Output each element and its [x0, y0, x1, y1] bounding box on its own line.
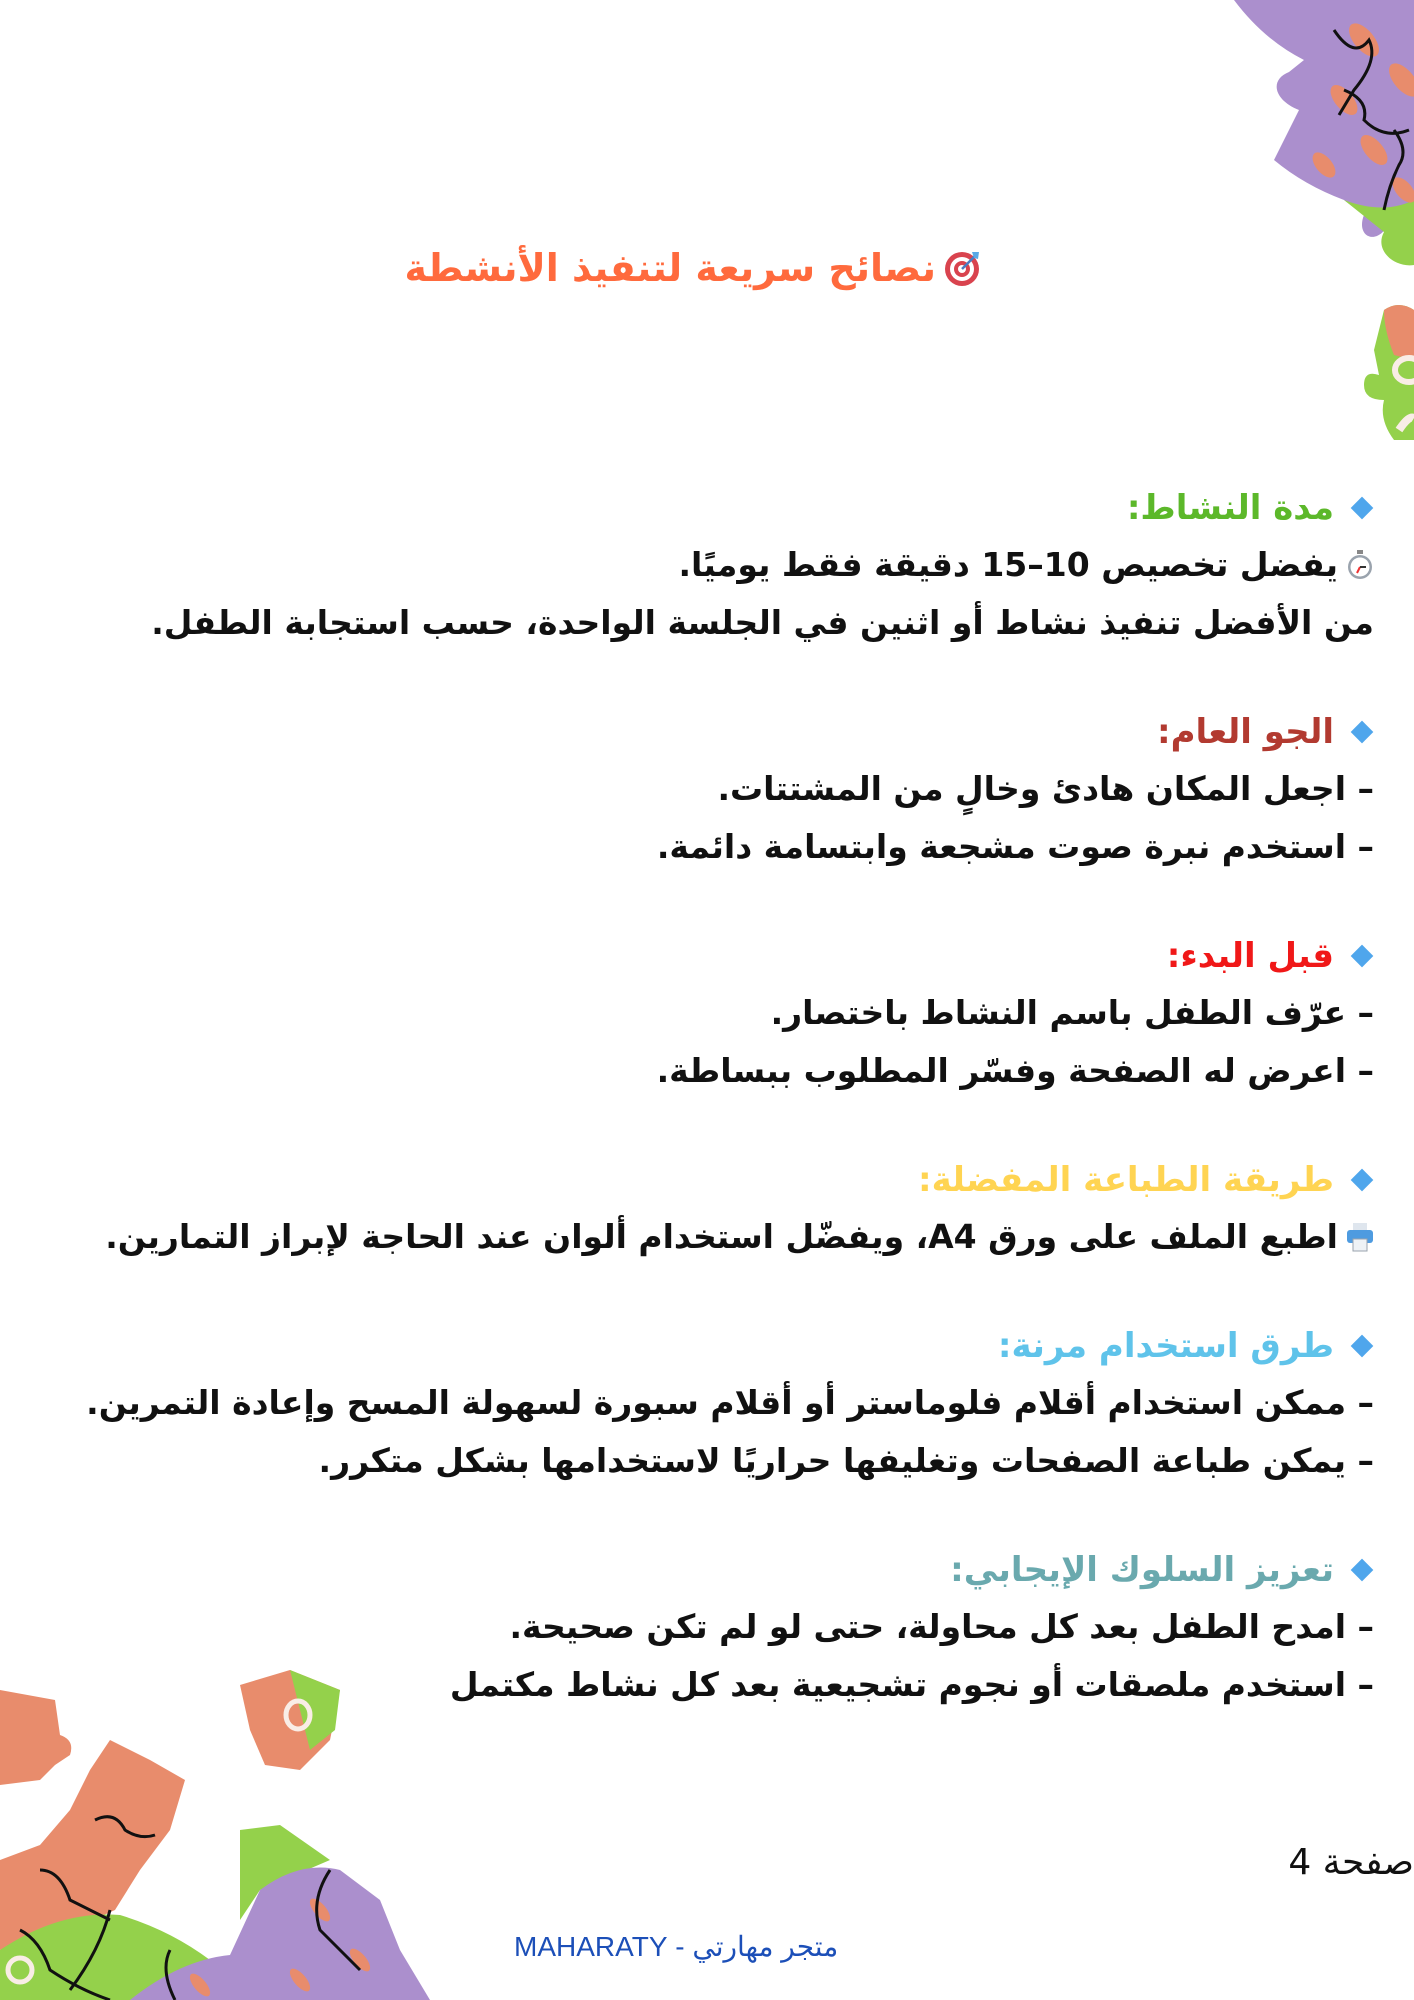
section-line — [0, 1656, 1374, 1714]
diamond-bullet-icon — [1351, 1559, 1374, 1582]
section-heading — [0, 480, 1374, 536]
line-text: – اعرض له الصفحة وفسّر المطلوب ببساطة. — [656, 1051, 1374, 1090]
line-text: – استخدم ملصقات أو نجوم تشجيعية بعد كل نشاط مكتمل — [449, 1665, 1374, 1704]
target-dart-icon — [942, 248, 982, 288]
section-positive-reinforcement — [0, 1542, 1374, 1714]
line-text: – امدح الطفل بعد كل محاولة، حتى لو لم تكن صحيحة. — [509, 1607, 1374, 1646]
section-heading-text: تعزيز السلوك الإيجابي: — [950, 1550, 1334, 1590]
diamond-bullet-icon — [1351, 1169, 1374, 1192]
puzzle-decoration-right — [1354, 300, 1414, 440]
section-line — [0, 1208, 1374, 1266]
section-heading-text: طريقة الطباعة المفضلة: — [917, 1160, 1334, 1200]
page-title — [404, 246, 982, 290]
page-number: صفحة 4 — [1288, 1842, 1414, 1883]
section-before-starting — [0, 928, 1374, 1100]
section-general-atmosphere — [0, 704, 1374, 876]
section-heading-text: قبل البدء: — [1166, 936, 1334, 976]
line-text: من الأفضل تنفيذ نشاط أو اثنين في الجلسة الواحدة، حسب استجابة الطفل. — [151, 603, 1374, 642]
line-text: اطبع الملف على ورق A4، ويفضّل استخدام ألوان عند الحاجة لإبراز التمارين. — [105, 1217, 1338, 1256]
section-heading — [0, 1542, 1374, 1598]
section-heading — [0, 928, 1374, 984]
footer-brand: متجر مهارتي - MAHARATY — [514, 1931, 839, 1962]
line-text: – استخدم نبرة صوت مشجعة وابتسامة دائمة. — [656, 827, 1374, 866]
section-line — [0, 594, 1374, 652]
puzzle-decoration-top-right — [1194, 0, 1414, 270]
section-flexible-usage — [0, 1318, 1374, 1490]
line-text: يفضل تخصيص 10–15 دقيقة فقط يوميًا. — [678, 545, 1338, 584]
line-text: – عرّف الطفل باسم النشاط باختصار. — [770, 993, 1374, 1032]
section-printing-method — [0, 1152, 1374, 1266]
diamond-bullet-icon — [1351, 721, 1374, 744]
line-text: – يمكن طباعة الصفحات وتغليفها حراريًا لاستخدامها بشكل متكرر. — [318, 1441, 1374, 1480]
section-line — [0, 818, 1374, 876]
section-activity-duration — [0, 480, 1374, 652]
diamond-bullet-icon — [1351, 497, 1374, 520]
tips-content — [0, 480, 1374, 1766]
section-line — [0, 1374, 1374, 1432]
section-heading-text: الجو العام: — [1157, 712, 1334, 752]
section-heading — [0, 704, 1374, 760]
stopwatch-icon — [1346, 550, 1374, 580]
section-heading — [0, 1152, 1374, 1208]
diamond-bullet-icon — [1351, 945, 1374, 968]
section-heading-text: مدة النشاط: — [1126, 488, 1334, 528]
section-line — [0, 1042, 1374, 1100]
line-text: – ممكن استخدام أقلام فلوماستر أو أقلام سبورة لسهولة المسح وإعادة التمرين. — [86, 1383, 1374, 1422]
printer-icon — [1346, 1222, 1374, 1252]
section-heading-text: طرق استخدام مرنة: — [997, 1326, 1334, 1366]
diamond-bullet-icon — [1351, 1335, 1374, 1358]
section-line — [0, 984, 1374, 1042]
line-text: – اجعل المكان هادئ وخالٍ من المشتتات. — [717, 769, 1374, 808]
section-line — [0, 1432, 1374, 1490]
title-text: نصائح سريعة لتنفيذ الأنشطة — [404, 246, 936, 290]
section-line — [0, 760, 1374, 818]
section-line — [0, 536, 1374, 594]
section-line — [0, 1598, 1374, 1656]
section-heading — [0, 1318, 1374, 1374]
